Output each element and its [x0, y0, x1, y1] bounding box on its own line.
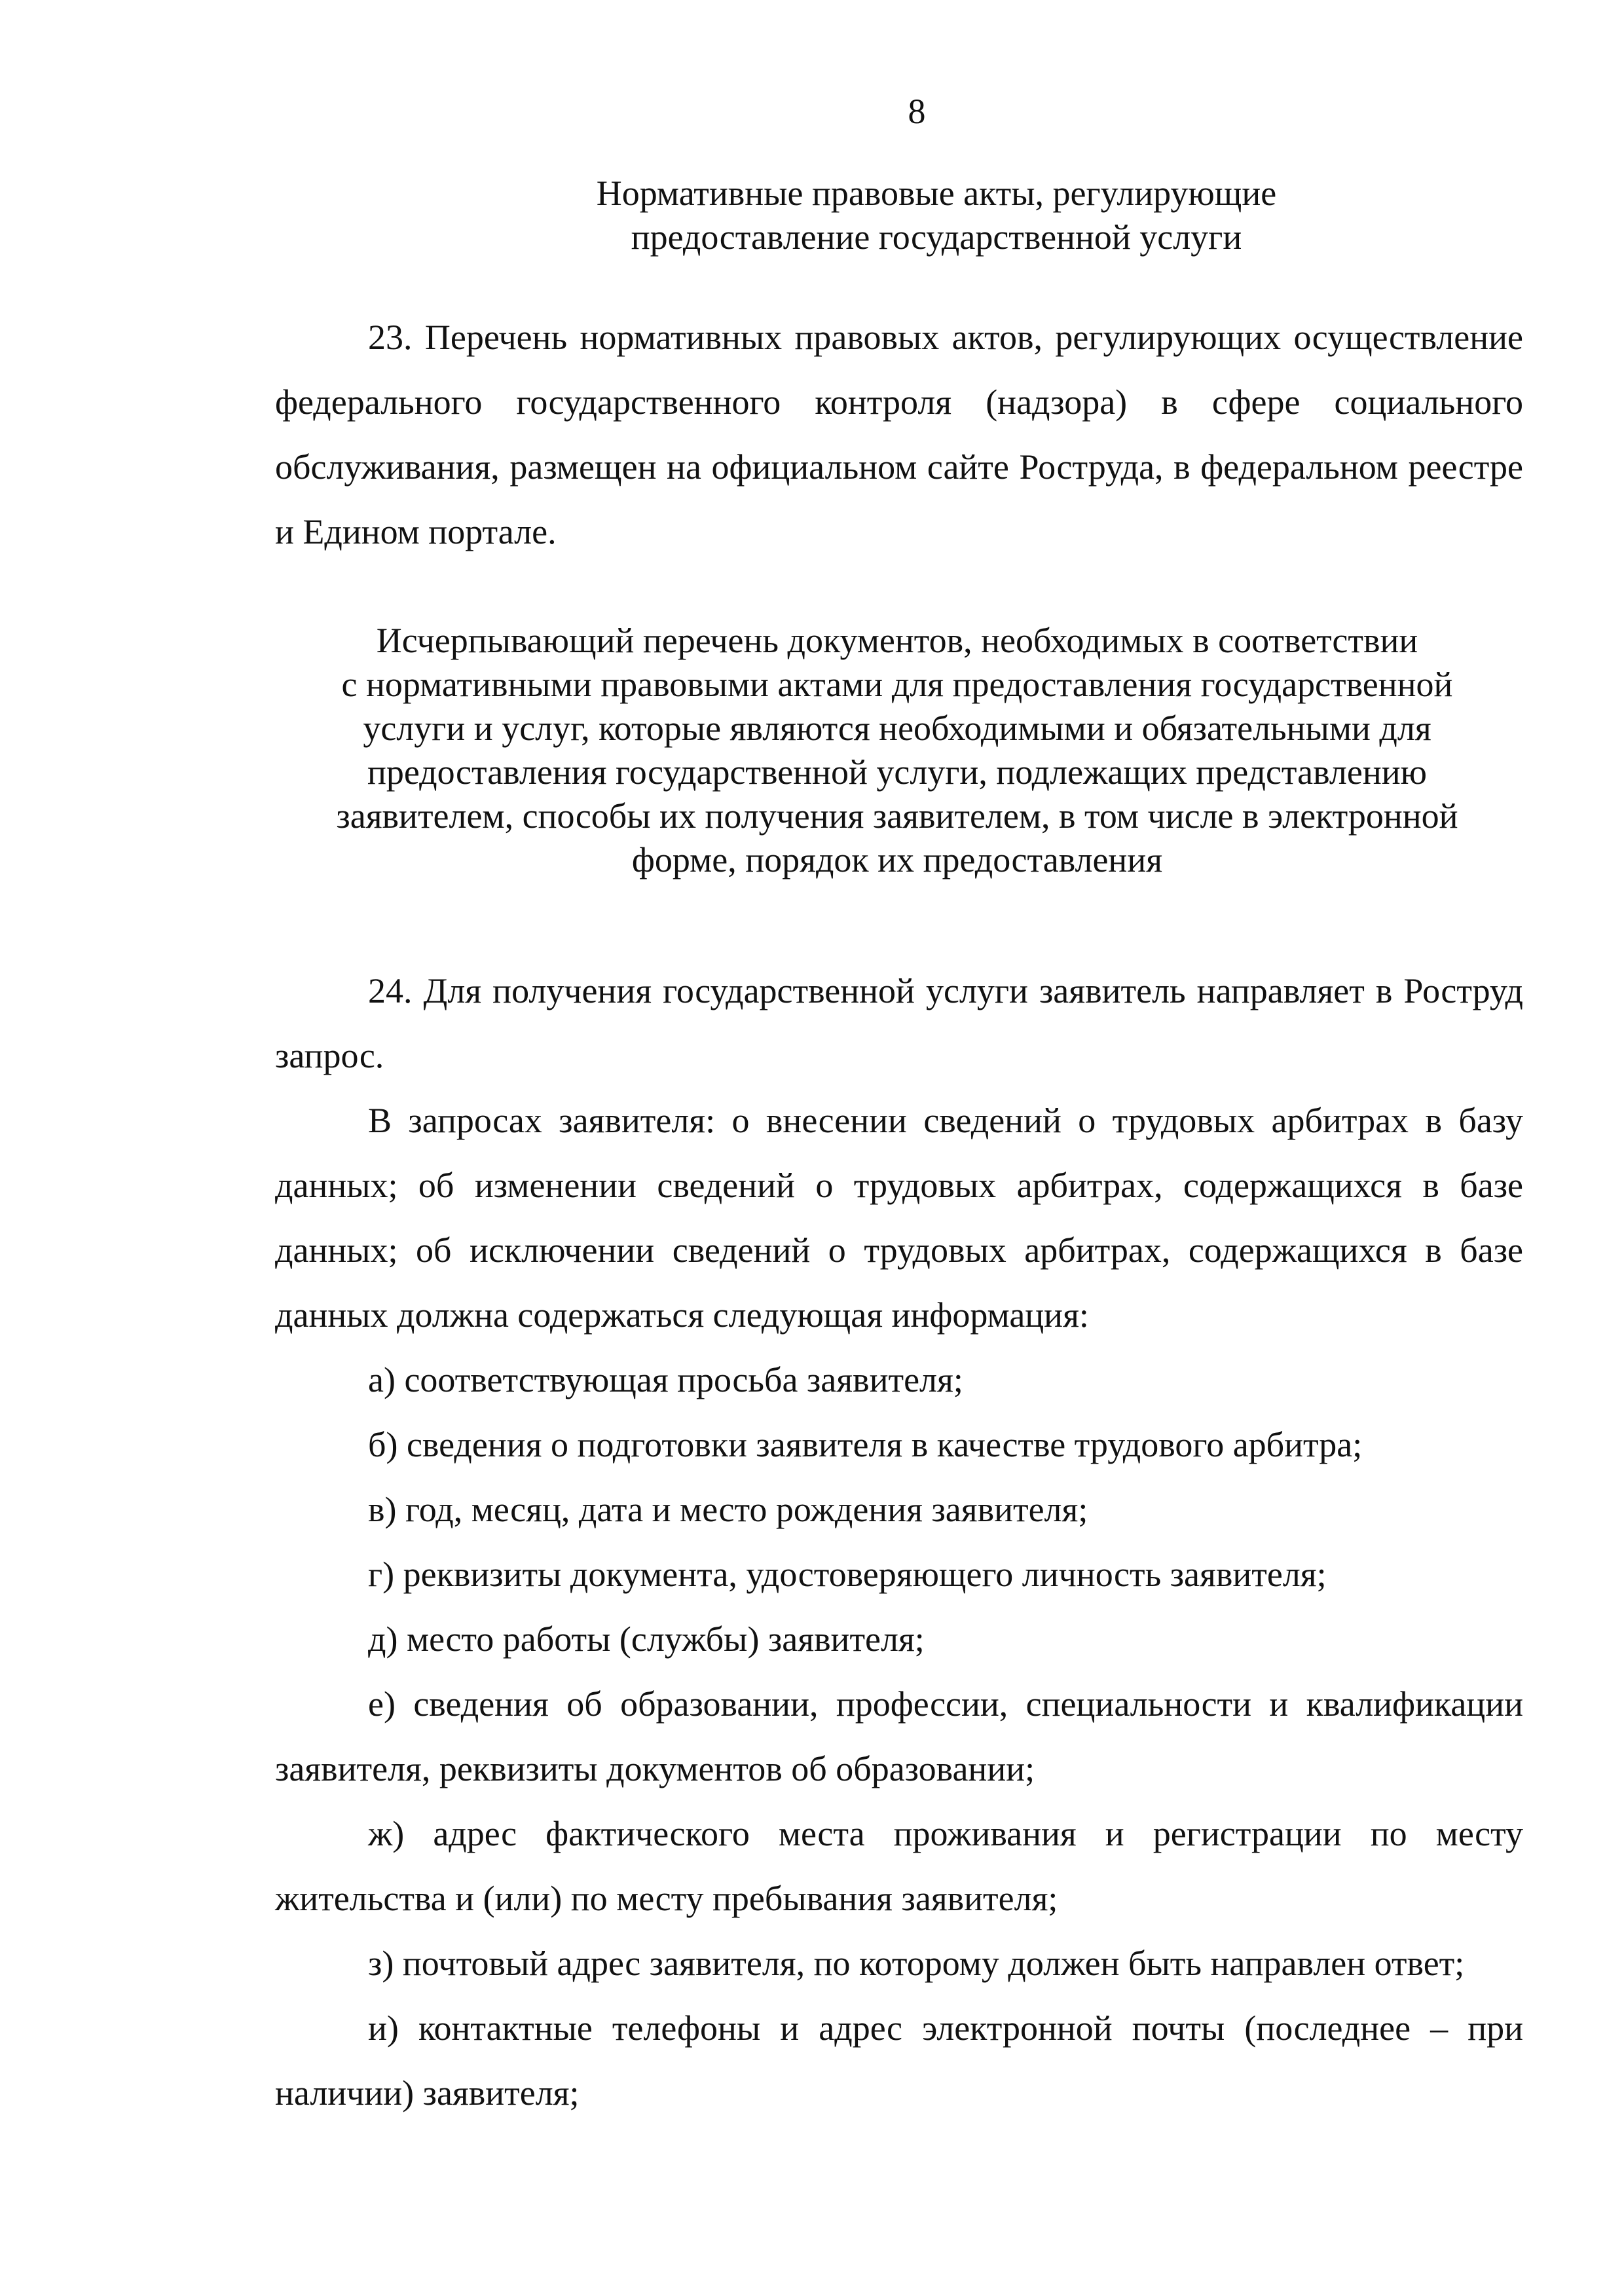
list-item-g: г) реквизиты документа, удостоверяющего личность заявителя; [368, 1555, 1327, 1594]
heading-line: форме, порядок их предоставления [631, 840, 1163, 879]
heading-line: предоставления государственной услуги, подлежащих представлению [367, 752, 1427, 792]
heading-line: услуги и услуг, которые являются необходимыми и обязательными для [363, 709, 1431, 748]
list-item-e: е) сведения об образовании, профессии, специальности и квалификации заявителя, реквизиты документов об образовании; [275, 1684, 1523, 1788]
section-heading-legal-acts [576, 172, 1297, 259]
clause-24-block [275, 959, 1523, 2126]
list-item-a: а) соответствующая просьба заявителя; [368, 1360, 963, 1399]
clause-23-block [275, 305, 1523, 564]
clause-23-paragraph: 23. Перечень нормативных правовых актов, регулирующих осуществление федерального государственного контроля (надзора) в сфере социального обслуживания, размещен на официальном сайте Роструда, в федеральном реестре и Едином портале. [275, 318, 1523, 551]
list-item-d: д) место работы (службы) заявителя; [368, 1619, 925, 1659]
clause-24-paragraph: 24. Для получения государственной услуги заявитель направляет в Роструд запрос. [275, 971, 1523, 1075]
heading-line: Исчерпывающий перечень документов, необходимых в соответствии [376, 621, 1418, 660]
heading-line: Нормативные правовые акты, регулирующие [596, 174, 1277, 213]
page-number: 8 [908, 92, 926, 131]
list-item-z: з) почтовый адрес заявителя, по которому должен быть направлен ответ; [368, 1944, 1465, 1983]
section-heading-documents-list [275, 619, 1519, 882]
heading-line: заявителем, способы их получения заявителем, в том числе в электронной [336, 796, 1458, 836]
list-item-b: б) сведения о подготовки заявителя в качестве трудового арбитра; [368, 1425, 1363, 1464]
list-item-v: в) год, месяц, дата и место рождения заявителя; [368, 1490, 1088, 1529]
requests-paragraph: В запросах заявителя: о внесении сведений о трудовых арбитрах в базу данных; об изменении сведений о трудовых арбитрах, содержащихся в базе данных; об исключении сведений о трудовых арбитрах, содержащихся в базе данных должна содержаться следующая информация: [275, 1101, 1523, 1335]
list-item-i: и) контактные телефоны и адрес электронной почты (последнее – при наличии) заявителя; [275, 2008, 1523, 2113]
heading-line: с нормативными правовыми актами для предоставления государственной [341, 665, 1453, 704]
heading-line: предоставление государственной услуги [631, 217, 1242, 257]
list-item-zh: ж) адрес фактического места проживания и регистрации по месту жительства и (или) по месту пребывания заявителя; [275, 1814, 1523, 1918]
